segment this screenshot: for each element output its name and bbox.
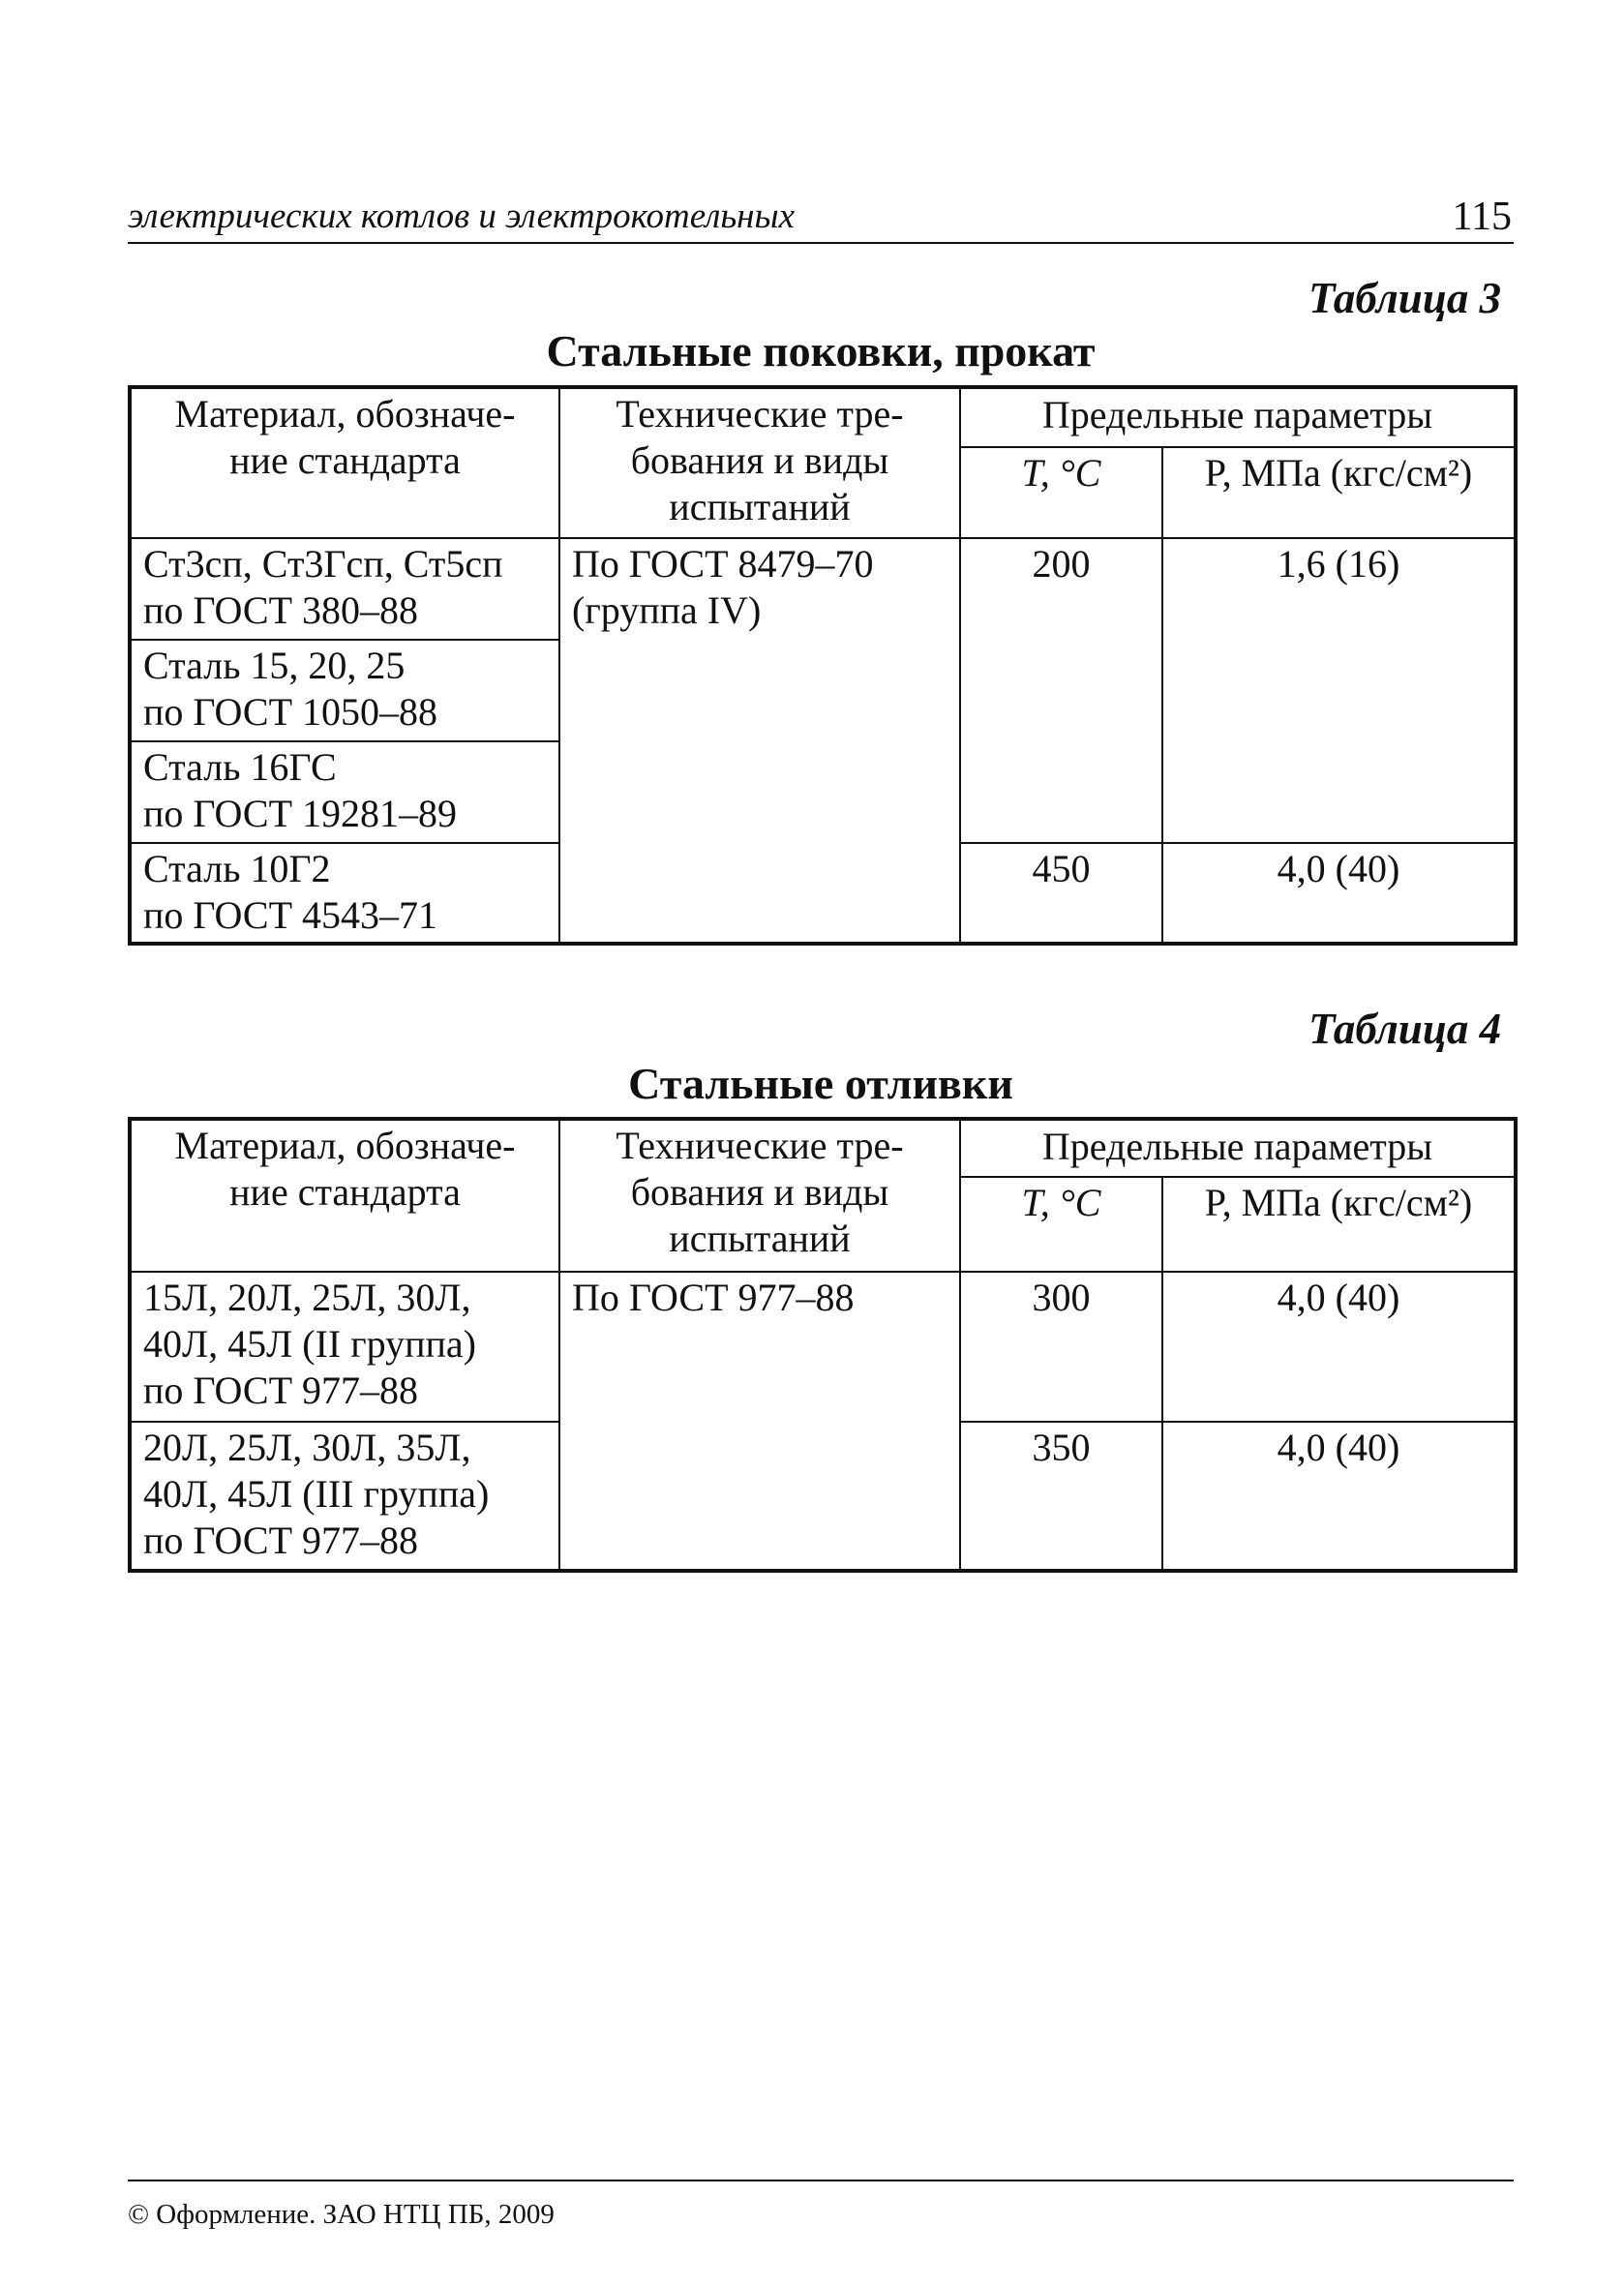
- table3-header-material: Материал, обозначе- ние стандарта: [130, 387, 559, 538]
- table4-temp-cell: 350: [960, 1422, 1162, 1571]
- table3-material-cell: Сталь 15, 20, 25 по ГОСТ 1050–88: [130, 640, 559, 741]
- table4-header-limits: Предельные параметры: [960, 1119, 1516, 1177]
- table-row: [130, 1272, 1516, 1422]
- table4-material-cell: 20Л, 25Л, 30Л, 35Л, 40Л, 45Л (III группа) по ГОСТ 977–88: [130, 1422, 559, 1571]
- table4-header-requirements: Технические тре- бования и виды испытаний: [559, 1119, 960, 1272]
- table3-pressure-cell: 4,0 (40): [1162, 843, 1516, 944]
- table4-pressure-cell: 4,0 (40): [1162, 1272, 1516, 1422]
- table4-pressure-cell: 4,0 (40): [1162, 1422, 1516, 1571]
- table3-requirements-cell: По ГОСТ 8479–70 (группа IV): [559, 538, 960, 944]
- table3-material-cell: Сталь 10Г2 по ГОСТ 4543–71: [130, 843, 559, 944]
- table4-temp-cell: 300: [960, 1272, 1162, 1422]
- table3: [128, 385, 1518, 946]
- table4-requirements-cell: По ГОСТ 977–88: [559, 1272, 960, 1571]
- table4-header-pressure: P, МПа (кгс/см²): [1162, 1177, 1516, 1272]
- page-number: 115: [1452, 195, 1512, 239]
- table3-material-cell: Ст3сп, Ст3Гсп, Ст5сп по ГОСТ 380–88: [130, 538, 559, 640]
- table3-header-limits: Предельные параметры: [960, 387, 1516, 447]
- footer-copyright: © Оформление. ЗАО НТЦ ПБ, 2009: [128, 2199, 555, 2230]
- table3-title: Стальные поковки, прокат: [546, 326, 1096, 376]
- header-rule: [128, 242, 1514, 244]
- table4-title: Стальные отливки: [628, 1059, 1013, 1108]
- table4-label: Таблица 4: [1308, 1005, 1502, 1053]
- table4-header-temp: T, °C: [960, 1177, 1162, 1272]
- table4-material-cell: 15Л, 20Л, 25Л, 30Л, 40Л, 45Л (II группа) по ГОСТ 977–88: [130, 1272, 559, 1422]
- footer-rule: [128, 2180, 1514, 2181]
- table3-label: Таблица 3: [1308, 274, 1502, 322]
- table3-material-cell: Сталь 16ГС по ГОСТ 19281–89: [130, 741, 559, 843]
- table3-temp-cell: 450: [960, 843, 1162, 944]
- table3-header-temp: T, °C: [960, 447, 1162, 538]
- table3-temp-cell: 200: [960, 538, 1162, 843]
- table3-pressure-cell: 1,6 (16): [1162, 538, 1516, 843]
- table4-header-material: Материал, обозначе- ние стандарта: [130, 1119, 559, 1272]
- table4: [128, 1117, 1518, 1573]
- table3-header-pressure: P, МПа (кгс/см²): [1162, 447, 1516, 538]
- table3-header-requirements: Технические тре- бования и виды испытаний: [559, 387, 960, 538]
- running-head: электрических котлов и электрокотельных: [128, 196, 795, 236]
- table-row: [130, 538, 1516, 640]
